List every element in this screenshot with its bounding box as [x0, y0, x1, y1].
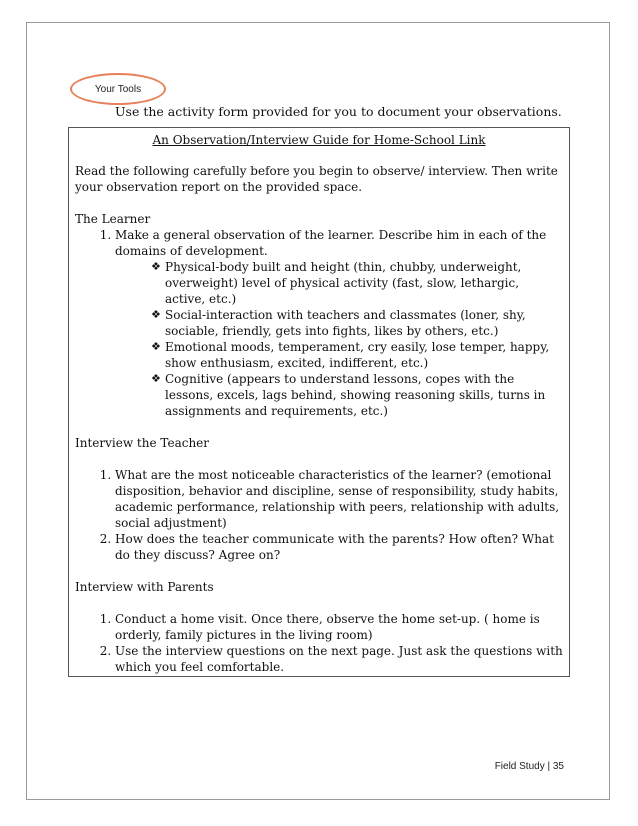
- learner-item-1: [115, 227, 563, 419]
- your-tools-label: [70, 73, 166, 105]
- your-tools-text: Your Tools: [94, 83, 142, 95]
- bullet-cognitive-text: Cognitive (appears to understand lessons, copes with the lessons, excels, lags behind, showing reasoning skills, turns in assignments and requirements, etc.): [165, 372, 546, 418]
- learner-heading: The Learner: [75, 212, 151, 226]
- domain-bullets: [115, 259, 563, 419]
- teacher-heading: Interview the Teacher: [75, 436, 210, 450]
- teacher-item-2: 2. How does the teacher communicate with the parents? How often? What do they discuss? Agree on?: [115, 531, 563, 563]
- bullet-physical-text: Physical-body built and height (thin, chubby, underweight, overweight) level of physical activity (fast, slow, lethargic, active, etc.): [165, 260, 522, 306]
- page-footer: Field Study | 35: [494, 761, 564, 772]
- instruction-text: Use the activity form provided for you to document your observations.: [115, 104, 562, 119]
- diamond-bullet-icon: ❖: [151, 260, 161, 273]
- bullet-social: [151, 307, 563, 339]
- bullet-emotional: [151, 339, 563, 371]
- learner-list: [75, 227, 563, 419]
- parents-heading: Interview with Parents: [75, 580, 214, 594]
- diamond-bullet-icon: ❖: [151, 372, 161, 385]
- guide-title: An Observation/Interview Guide for Home-School Link: [152, 133, 486, 147]
- bullet-social-text: Social-interaction with teachers and classmates (loner, shy, sociable, friendly, gets into fights, likes by others, etc.): [165, 308, 526, 338]
- parents-list: [75, 611, 563, 675]
- guide-intro: Read the following carefully before you begin to observe/ interview. Then write your observation report on the provided space.: [75, 164, 558, 194]
- learner-item-1-text: Make a general observation of the learner. Describe him in each of the domains of development.: [115, 228, 547, 258]
- diamond-bullet-icon: ❖: [151, 308, 161, 321]
- bullet-physical: [151, 259, 563, 307]
- parents-item-2: 2. Use the interview questions on the next page. Just ask the questions with which you feel comfortable.: [115, 643, 563, 675]
- bullet-emotional-text: Emotional moods, temperament, cry easily, lose temper, happy, show enthusiasm, excited, indifferent, etc.): [165, 340, 550, 370]
- teacher-list: [75, 467, 563, 563]
- observation-guide-box: [68, 127, 570, 677]
- bullet-cognitive: [151, 371, 563, 419]
- teacher-item-1: 1. What are the most noticeable characteristics of the learner? (emotional disposition, behavior and discipline, sense of responsibility, study habits, academic performance, relationship with peers, relationship with adults, social adjustment): [115, 467, 563, 531]
- diamond-bullet-icon: ❖: [151, 340, 161, 353]
- parents-item-1: 1. Conduct a home visit. Once there, observe the home set-up. ( home is orderly, family pictures in the living room): [115, 611, 563, 643]
